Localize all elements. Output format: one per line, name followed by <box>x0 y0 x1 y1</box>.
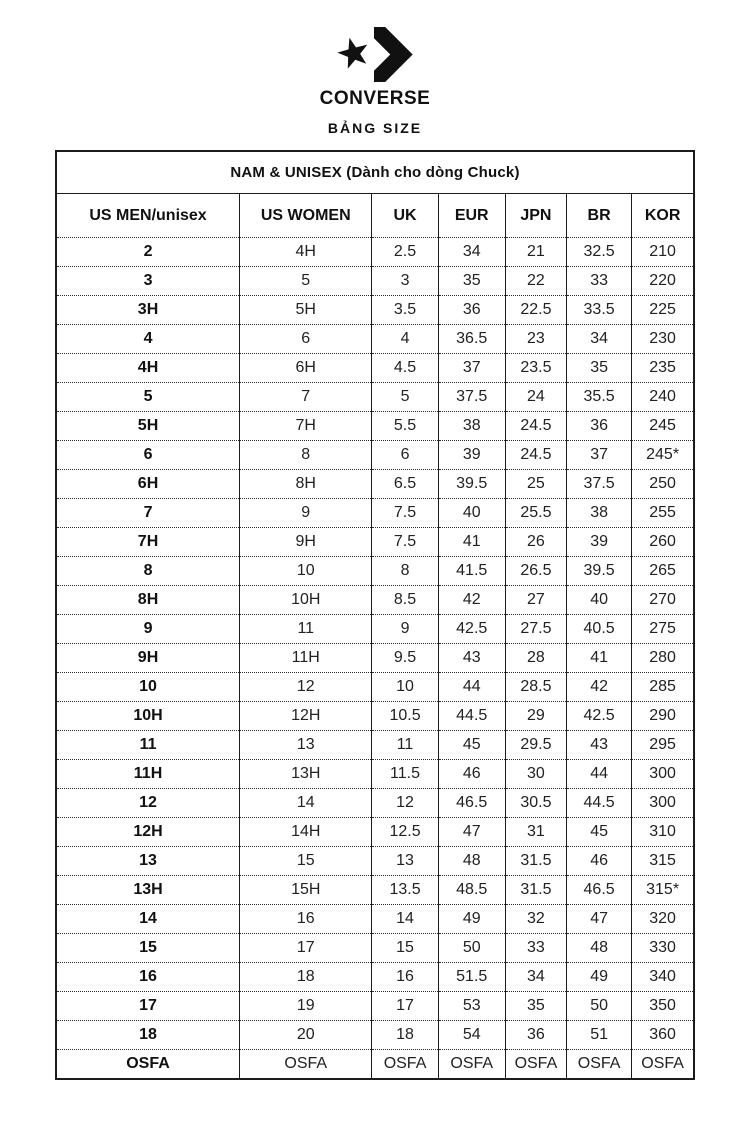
size-cell: 32 <box>505 905 566 934</box>
column-header-jpn: JPN <box>505 194 566 238</box>
size-cell: 33 <box>567 267 632 296</box>
size-cell: 230 <box>632 325 694 354</box>
size-cell: 39.5 <box>567 557 632 586</box>
column-header-us-men-unisex: US MEN/unisex <box>56 194 240 238</box>
size-cell: 3 <box>56 267 240 296</box>
size-cell: 46 <box>567 847 632 876</box>
size-cell: 35 <box>505 992 566 1021</box>
size-cell: 46.5 <box>567 876 632 905</box>
size-cell: 13 <box>240 731 372 760</box>
size-cell: 46.5 <box>438 789 505 818</box>
size-cell: 41 <box>567 644 632 673</box>
size-cell: 290 <box>632 702 694 731</box>
size-cell: 315* <box>632 876 694 905</box>
size-cell: 280 <box>632 644 694 673</box>
size-cell: 15 <box>240 847 372 876</box>
table-row <box>56 557 694 586</box>
table-row <box>56 470 694 499</box>
size-cell: 245* <box>632 441 694 470</box>
table-row <box>56 905 694 934</box>
size-cell: 34 <box>505 963 566 992</box>
size-cell: 50 <box>438 934 505 963</box>
size-cell: 210 <box>632 238 694 267</box>
size-cell: 39 <box>567 528 632 557</box>
size-cell: 37.5 <box>438 383 505 412</box>
size-cell: 44 <box>438 673 505 702</box>
size-cell: 33 <box>505 934 566 963</box>
size-cell: 10H <box>240 586 372 615</box>
size-cell: 35 <box>438 267 505 296</box>
size-cell: 49 <box>567 963 632 992</box>
size-cell: 46 <box>438 760 505 789</box>
size-cell: OSFA <box>632 1050 694 1080</box>
size-cell: OSFA <box>372 1050 438 1080</box>
size-cell: 42.5 <box>438 615 505 644</box>
table-row <box>56 1050 694 1080</box>
table-row <box>56 818 694 847</box>
size-cell: 16 <box>240 905 372 934</box>
converse-star-chevron-icon <box>337 26 413 83</box>
size-cell: 32.5 <box>567 238 632 267</box>
size-cell: 29.5 <box>505 731 566 760</box>
size-cell: 320 <box>632 905 694 934</box>
size-cell: 48 <box>567 934 632 963</box>
size-cell: 300 <box>632 789 694 818</box>
size-cell: 6.5 <box>372 470 438 499</box>
size-cell: 14 <box>372 905 438 934</box>
table-row <box>56 296 694 325</box>
size-cell: 5H <box>240 296 372 325</box>
size-cell: 49 <box>438 905 505 934</box>
size-cell: 12 <box>56 789 240 818</box>
size-cell: 39.5 <box>438 470 505 499</box>
size-cell: 235 <box>632 354 694 383</box>
size-cell: 9 <box>240 499 372 528</box>
size-cell: 9H <box>240 528 372 557</box>
size-cell: 8 <box>56 557 240 586</box>
table-row <box>56 702 694 731</box>
size-cell: 7.5 <box>372 528 438 557</box>
size-cell: 47 <box>438 818 505 847</box>
size-cell: 18 <box>56 1021 240 1050</box>
size-cell: 35.5 <box>567 383 632 412</box>
size-cell: 36 <box>438 296 505 325</box>
size-cell: 13 <box>56 847 240 876</box>
size-cell: 225 <box>632 296 694 325</box>
size-cell: 13H <box>56 876 240 905</box>
size-cell: 3 <box>372 267 438 296</box>
size-cell: 44.5 <box>567 789 632 818</box>
size-cell: 39 <box>438 441 505 470</box>
size-cell: 18 <box>240 963 372 992</box>
size-cell: 30.5 <box>505 789 566 818</box>
size-cell: 260 <box>632 528 694 557</box>
table-row <box>56 760 694 789</box>
size-cell: 26.5 <box>505 557 566 586</box>
size-cell: 40 <box>438 499 505 528</box>
size-cell: 31.5 <box>505 876 566 905</box>
size-cell: 9.5 <box>372 644 438 673</box>
size-cell: 17 <box>372 992 438 1021</box>
size-cell: 37 <box>567 441 632 470</box>
size-cell: 19 <box>240 992 372 1021</box>
size-cell: 15 <box>56 934 240 963</box>
size-cell: 34 <box>438 238 505 267</box>
table-row <box>56 412 694 441</box>
size-cell: 350 <box>632 992 694 1021</box>
size-cell: 15H <box>240 876 372 905</box>
size-cell: 37 <box>438 354 505 383</box>
size-cell: 12H <box>56 818 240 847</box>
column-header-row <box>56 194 694 238</box>
table-row <box>56 325 694 354</box>
size-cell: 7H <box>56 528 240 557</box>
table-row <box>56 644 694 673</box>
size-cell: 26 <box>505 528 566 557</box>
size-cell: 17 <box>240 934 372 963</box>
column-header-br: BR <box>567 194 632 238</box>
size-cell: 8 <box>240 441 372 470</box>
size-cell: 48.5 <box>438 876 505 905</box>
size-cell: 9 <box>372 615 438 644</box>
size-cell: 40 <box>567 586 632 615</box>
size-cell: 10.5 <box>372 702 438 731</box>
size-cell: 33.5 <box>567 296 632 325</box>
size-cell: OSFA <box>240 1050 372 1080</box>
size-cell: 48 <box>438 847 505 876</box>
size-cell: 8H <box>56 586 240 615</box>
size-cell: 5 <box>56 383 240 412</box>
size-cell: 23.5 <box>505 354 566 383</box>
size-cell: 330 <box>632 934 694 963</box>
star-shape <box>337 34 372 70</box>
size-cell: 43 <box>438 644 505 673</box>
size-cell: 6H <box>56 470 240 499</box>
size-cell: 5.5 <box>372 412 438 441</box>
size-cell: 11H <box>56 760 240 789</box>
column-header-uk: UK <box>372 194 438 238</box>
size-cell: 16 <box>56 963 240 992</box>
page-title: BẢNG SIZE <box>327 120 423 136</box>
table-row <box>56 992 694 1021</box>
size-cell: 38 <box>567 499 632 528</box>
group-header-row <box>56 151 694 194</box>
size-cell: 22 <box>505 267 566 296</box>
size-cell: 41 <box>438 528 505 557</box>
size-cell: 17 <box>56 992 240 1021</box>
size-cell: 3H <box>56 296 240 325</box>
size-cell: 14 <box>56 905 240 934</box>
size-table <box>55 150 695 1080</box>
size-cell: 300 <box>632 760 694 789</box>
table-row <box>56 789 694 818</box>
size-cell: 35 <box>567 354 632 383</box>
table-row <box>56 876 694 905</box>
size-cell: 5H <box>56 412 240 441</box>
size-cell: 8 <box>372 557 438 586</box>
size-cell: 240 <box>632 383 694 412</box>
size-cell: 315 <box>632 847 694 876</box>
size-cell: 9H <box>56 644 240 673</box>
size-cell: 4 <box>56 325 240 354</box>
size-cell: 43 <box>567 731 632 760</box>
size-cell: 47 <box>567 905 632 934</box>
table-row <box>56 934 694 963</box>
size-cell: 295 <box>632 731 694 760</box>
size-cell: 12.5 <box>372 818 438 847</box>
size-cell: 14 <box>240 789 372 818</box>
size-cell: 13 <box>372 847 438 876</box>
size-cell: 42.5 <box>567 702 632 731</box>
size-cell: 5 <box>372 383 438 412</box>
size-cell: 31 <box>505 818 566 847</box>
size-cell: 51 <box>567 1021 632 1050</box>
brand-header <box>0 0 750 136</box>
table-row <box>56 499 694 528</box>
size-cell: 2 <box>56 238 240 267</box>
table-row <box>56 1021 694 1050</box>
size-cell: 36 <box>567 412 632 441</box>
size-cell: 24.5 <box>505 412 566 441</box>
size-cell: 2.5 <box>372 238 438 267</box>
size-cell: 10 <box>372 673 438 702</box>
brand-name: CONVERSE <box>319 88 431 109</box>
size-cell: 25 <box>505 470 566 499</box>
size-cell: 275 <box>632 615 694 644</box>
size-cell: 245 <box>632 412 694 441</box>
table-row <box>56 441 694 470</box>
size-cell: 5 <box>240 267 372 296</box>
size-cell: 6 <box>56 441 240 470</box>
table-row <box>56 847 694 876</box>
table-row <box>56 383 694 412</box>
size-cell: 34 <box>567 325 632 354</box>
size-cell: 12 <box>240 673 372 702</box>
size-cell: 25.5 <box>505 499 566 528</box>
size-cell: 13H <box>240 760 372 789</box>
table-row <box>56 731 694 760</box>
table-group-header: NAM & UNISEX (Dành cho dòng Chuck) <box>56 151 694 194</box>
size-cell: 45 <box>438 731 505 760</box>
size-cell: 54 <box>438 1021 505 1050</box>
size-cell: 18 <box>372 1021 438 1050</box>
size-cell: 36.5 <box>438 325 505 354</box>
table-row <box>56 238 694 267</box>
table-row <box>56 354 694 383</box>
size-cell: 4H <box>240 238 372 267</box>
size-cell: 7 <box>56 499 240 528</box>
size-cell: 36 <box>505 1021 566 1050</box>
size-cell: 13.5 <box>372 876 438 905</box>
size-cell: 22.5 <box>505 296 566 325</box>
size-cell: 3.5 <box>372 296 438 325</box>
chevron-shape <box>374 27 413 82</box>
size-cell: 360 <box>632 1021 694 1050</box>
size-cell: 15 <box>372 934 438 963</box>
size-cell: 30 <box>505 760 566 789</box>
size-cell: 27 <box>505 586 566 615</box>
size-cell: 340 <box>632 963 694 992</box>
table-row <box>56 963 694 992</box>
table-row <box>56 267 694 296</box>
size-table-body <box>56 238 694 1080</box>
size-cell: 6 <box>240 325 372 354</box>
size-cell: 28.5 <box>505 673 566 702</box>
size-cell: 31.5 <box>505 847 566 876</box>
size-cell: OSFA <box>438 1050 505 1080</box>
size-cell: 10 <box>56 673 240 702</box>
size-cell: 255 <box>632 499 694 528</box>
size-cell: 51.5 <box>438 963 505 992</box>
size-cell: 250 <box>632 470 694 499</box>
size-cell: 11 <box>372 731 438 760</box>
size-cell: 11 <box>240 615 372 644</box>
size-cell: 42 <box>567 673 632 702</box>
size-cell: 44.5 <box>438 702 505 731</box>
size-cell: 6 <box>372 441 438 470</box>
size-cell: 27.5 <box>505 615 566 644</box>
size-cell: 11H <box>240 644 372 673</box>
size-cell: 53 <box>438 992 505 1021</box>
size-cell: 220 <box>632 267 694 296</box>
size-cell: 42 <box>438 586 505 615</box>
size-cell: OSFA <box>505 1050 566 1080</box>
size-cell: 50 <box>567 992 632 1021</box>
size-cell: 10H <box>56 702 240 731</box>
size-cell: 4H <box>56 354 240 383</box>
size-cell: 37.5 <box>567 470 632 499</box>
size-cell: 41.5 <box>438 557 505 586</box>
size-cell: 6H <box>240 354 372 383</box>
size-cell: 24 <box>505 383 566 412</box>
table-row <box>56 586 694 615</box>
size-cell: 310 <box>632 818 694 847</box>
size-cell: 11.5 <box>372 760 438 789</box>
size-cell: 16 <box>372 963 438 992</box>
size-cell: 270 <box>632 586 694 615</box>
size-cell: 7 <box>240 383 372 412</box>
table-row <box>56 673 694 702</box>
size-cell: 40.5 <box>567 615 632 644</box>
size-cell: 8H <box>240 470 372 499</box>
size-cell: 23 <box>505 325 566 354</box>
size-cell: OSFA <box>567 1050 632 1080</box>
size-cell: 7H <box>240 412 372 441</box>
column-header-eur: EUR <box>438 194 505 238</box>
size-cell: 4.5 <box>372 354 438 383</box>
size-cell: 8.5 <box>372 586 438 615</box>
size-cell: 29 <box>505 702 566 731</box>
table-row <box>56 615 694 644</box>
size-cell: 44 <box>567 760 632 789</box>
size-cell: 45 <box>567 818 632 847</box>
size-cell: 38 <box>438 412 505 441</box>
column-header-us-women: US WOMEN <box>240 194 372 238</box>
size-cell: 20 <box>240 1021 372 1050</box>
size-cell: 12H <box>240 702 372 731</box>
size-cell: 11 <box>56 731 240 760</box>
size-cell: 265 <box>632 557 694 586</box>
size-cell: 14H <box>240 818 372 847</box>
size-cell: 28 <box>505 644 566 673</box>
size-cell: 9 <box>56 615 240 644</box>
size-cell: OSFA <box>126 1055 170 1072</box>
table-row <box>56 528 694 557</box>
size-cell: 24.5 <box>505 441 566 470</box>
size-cell: 285 <box>632 673 694 702</box>
size-cell: 21 <box>505 238 566 267</box>
size-cell: 7.5 <box>372 499 438 528</box>
size-cell: 4 <box>372 325 438 354</box>
size-cell: 12 <box>372 789 438 818</box>
column-header-kor: KOR <box>632 194 694 238</box>
size-cell: 10 <box>240 557 372 586</box>
